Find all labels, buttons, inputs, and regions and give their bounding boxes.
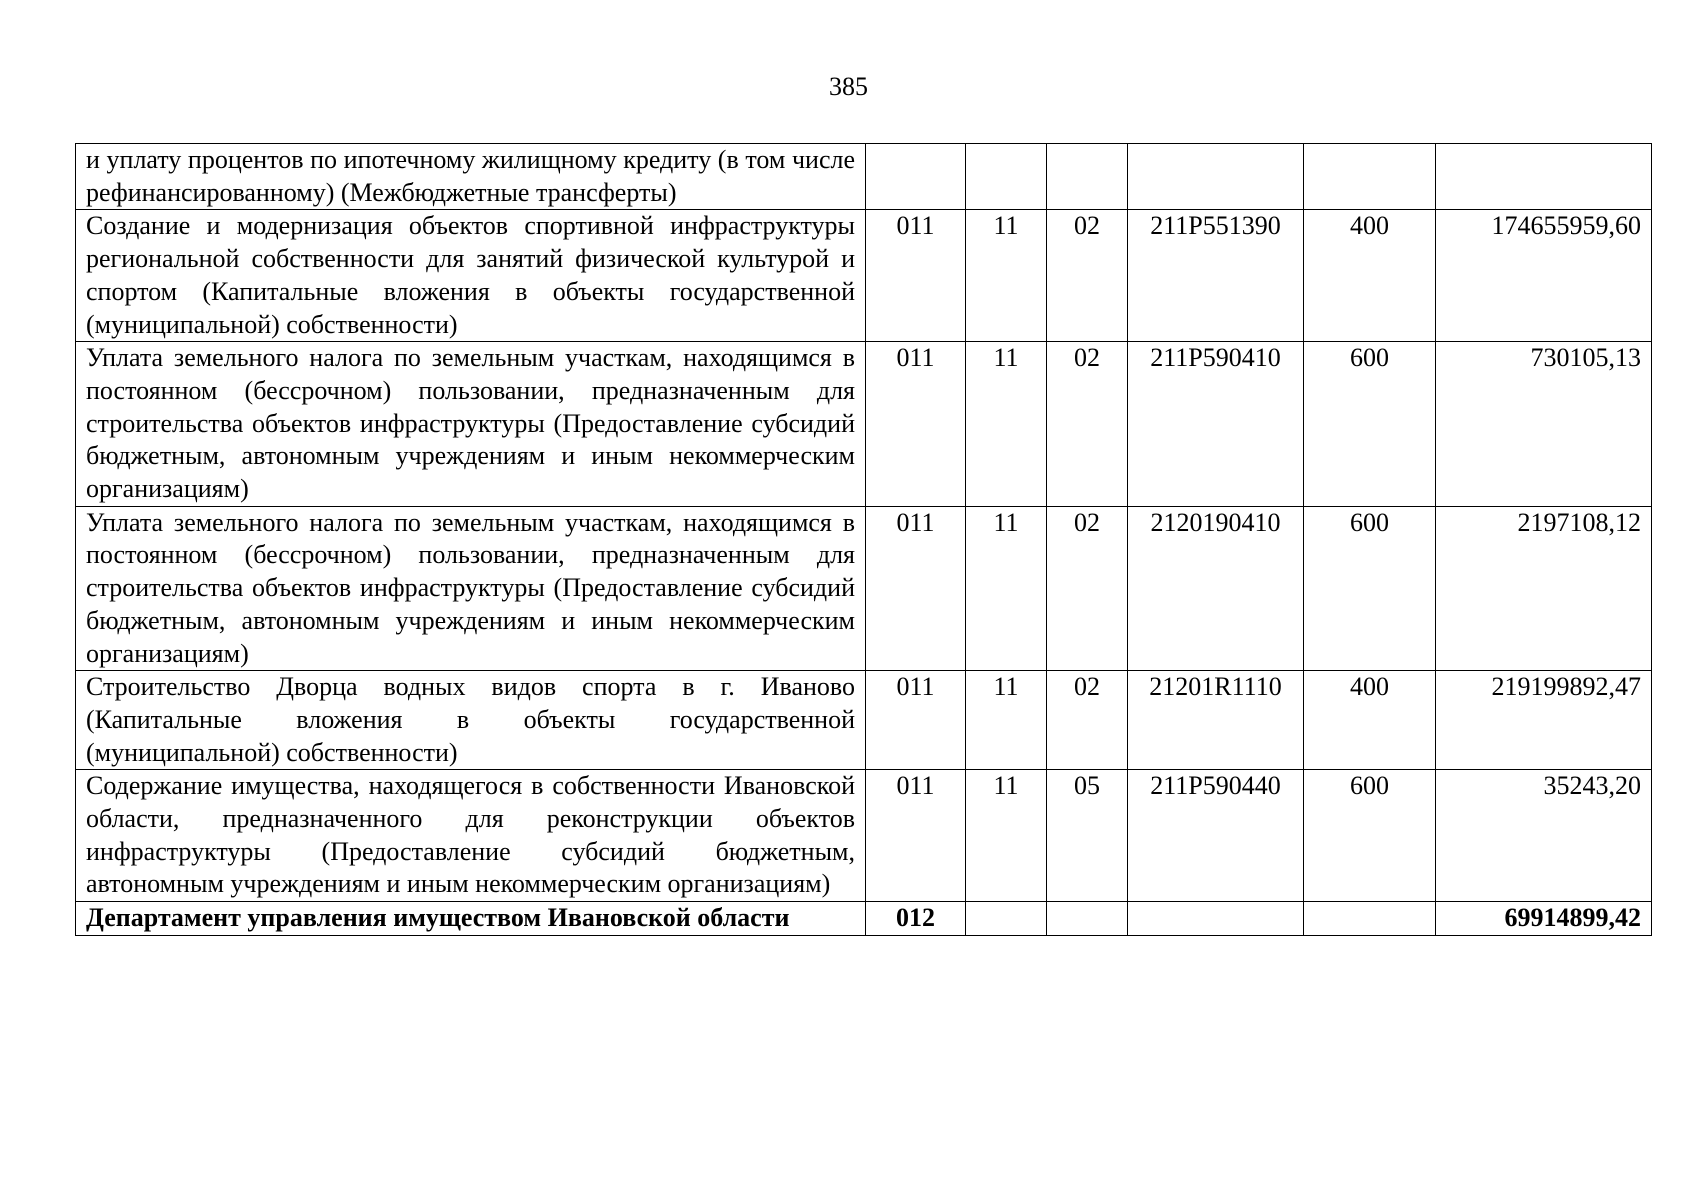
table-row [76, 342, 1652, 507]
ministry-code: 011 [866, 342, 966, 507]
amount: 174655959,60 [1436, 210, 1652, 342]
target-article-code: 2120190410 [1128, 506, 1304, 671]
row-description: Уплата земельного налога по земельным участкам, находящимся в постоянном (бессрочном) пользовании, предназначенным для строительства объектов инфраструктуры (Предоставление субсидий бюджетным, автономным учреждениям и иным некоммерческим организациям) [76, 506, 866, 671]
target-article-code: 211P590440 [1128, 770, 1304, 902]
table-row [76, 210, 1652, 342]
target-article-code [1128, 902, 1304, 936]
expense-type-code [1304, 144, 1436, 210]
section-code [966, 144, 1047, 210]
amount: 2197108,12 [1436, 506, 1652, 671]
department-name: Департамент управления имуществом Ивановской области [76, 902, 866, 936]
ministry-code: 011 [866, 770, 966, 902]
table-row [76, 671, 1652, 770]
subsection-code: 02 [1047, 506, 1128, 671]
target-article-code [1128, 144, 1304, 210]
row-description: и уплату процентов по ипотечному жилищному кредиту (в том числе рефинансированному) (Межбюджетные трансферты) [76, 144, 866, 210]
table-row-department-total [76, 902, 1652, 936]
budget-table [75, 143, 1652, 936]
row-description: Создание и модернизация объектов спортивной инфраструктуры региональной собственности для занятий физической культурой и спортом (Капитальные вложения в объекты государственной (муниципальной) собственности) [76, 210, 866, 342]
ministry-code: 012 [866, 902, 966, 936]
section-code: 11 [966, 210, 1047, 342]
expense-type-code: 600 [1304, 770, 1436, 902]
row-description: Уплата земельного налога по земельным участкам, находящимся в постоянном (бессрочном) пользовании, предназначенным для строительства объектов инфраструктуры (Предоставление субсидий бюджетным, автономным учреждениям и иным некоммерческим организациям) [76, 342, 866, 507]
section-code: 11 [966, 342, 1047, 507]
expense-type-code: 600 [1304, 506, 1436, 671]
department-total-amount: 69914899,42 [1436, 902, 1652, 936]
section-code [966, 902, 1047, 936]
amount: 219199892,47 [1436, 671, 1652, 770]
amount [1436, 144, 1652, 210]
subsection-code [1047, 902, 1128, 936]
expense-type-code [1304, 902, 1436, 936]
row-description: Строительство Дворца водных видов спорта в г. Иваново (Капитальные вложения в объекты государственной (муниципальной) собственности) [76, 671, 866, 770]
ministry-code: 011 [866, 671, 966, 770]
amount: 730105,13 [1436, 342, 1652, 507]
ministry-code: 011 [866, 506, 966, 671]
target-article-code: 211P590410 [1128, 342, 1304, 507]
section-code: 11 [966, 506, 1047, 671]
amount: 35243,20 [1436, 770, 1652, 902]
table-row [76, 770, 1652, 902]
subsection-code: 05 [1047, 770, 1128, 902]
subsection-code [1047, 144, 1128, 210]
ministry-code [866, 144, 966, 210]
expense-type-code: 400 [1304, 671, 1436, 770]
subsection-code: 02 [1047, 342, 1128, 507]
section-code: 11 [966, 671, 1047, 770]
target-article-code: 211P551390 [1128, 210, 1304, 342]
table-row [76, 506, 1652, 671]
table-row [76, 144, 1652, 210]
subsection-code: 02 [1047, 671, 1128, 770]
ministry-code: 011 [866, 210, 966, 342]
target-article-code: 21201R1110 [1128, 671, 1304, 770]
row-description: Содержание имущества, находящегося в собственности Ивановской области, предназначенного для реконструкции объектов инфраструктуры (Предоставление субсидий бюджетным, автономным учреждениям и иным некоммерческим организациям) [76, 770, 866, 902]
expense-type-code: 400 [1304, 210, 1436, 342]
section-code: 11 [966, 770, 1047, 902]
expense-type-code: 600 [1304, 342, 1436, 507]
page-number: 385 [829, 72, 868, 101]
subsection-code: 02 [1047, 210, 1128, 342]
